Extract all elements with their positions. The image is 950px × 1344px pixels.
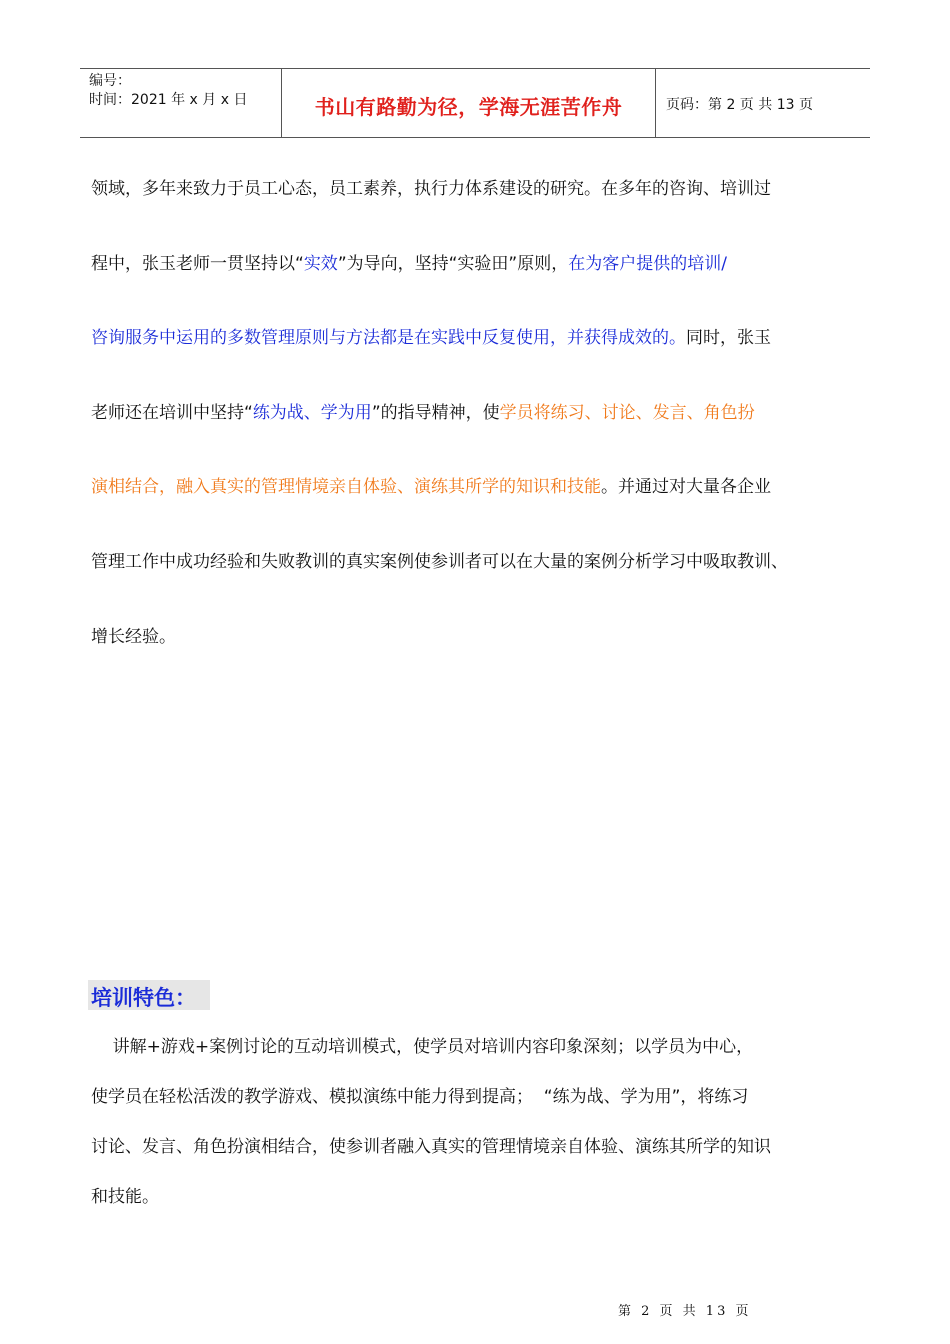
header-meta-cell [80,69,282,137]
header-page-cell [656,69,870,137]
text-run: 管理工作中成功经验和失败教训的真实案例使参训者可以在大量的案例分析学习中吸取教训、 [91,552,788,572]
text-run: 领域，多年来致力于员工心态，员工素养，执行力体系建设的研究。在多年的咨询、培训过 [91,179,771,199]
text-run: 演相结合，融入真实的管理情境亲自体验、演练其所学的知识和技能 [91,477,601,497]
body-line [91,547,871,572]
body-line [91,174,871,199]
text-run: 实效 [303,254,338,274]
body-line [91,622,871,647]
text-run: 老师还在培训中坚持“ [91,403,253,423]
text-run: 增长经验。 [91,627,176,647]
page-footer: 第 2 页 共 13 页 [618,1304,752,1319]
text-run: 学员将练习、讨论、发言、角色扮 [499,403,755,423]
section-title: 培训特色： [91,986,196,1010]
page-header [80,68,870,138]
text-run: 在为客户提供的培训/ [568,254,727,274]
text-run: 。并通过对大量各企业 [601,477,771,497]
body-line [91,472,871,497]
section-title-box [88,980,210,1010]
body-line [91,323,871,348]
text-run: ”为导向，坚持“实验田”原则， [337,254,569,274]
body-line [91,249,871,274]
section-line: 讲解+游戏+案例讨论的互动培训模式，使学员对培训内容印象深刻；以学员为中心， [91,1037,754,1057]
text-run: 练为战、学为用 [252,403,372,423]
motto: 书山有路勤为径，学海无涯苦作舟 [314,95,623,119]
section-line: 和技能。 [91,1187,159,1207]
text-run: 咨询服务中运用的多数管理原则与方法都是在实践中反复使用，并获得成效的。 [91,328,686,348]
section-line: 讨论、发言、角色扮演相结合，使参训者融入真实的管理情境亲自体验、演练其所学的知识 [91,1137,771,1157]
page-label: 页码：第 2 页 共 13 页 [666,97,813,113]
date-label: 时间：2021 年 x 月 x 日 [89,92,248,108]
text-run: ”的指导精神，使 [371,403,500,423]
section-line: 使学员在轻松活泼的教学游戏、模拟演练中能力得到提高； “练为战、学为用”，将练习 [91,1087,749,1107]
body-line [91,398,871,423]
text-run: 同时，张玉 [686,328,771,348]
header-motto-cell [282,69,656,137]
text-run: 程中，张玉老师一贯坚持以“ [91,254,304,274]
number-label: 编号： [89,73,131,89]
